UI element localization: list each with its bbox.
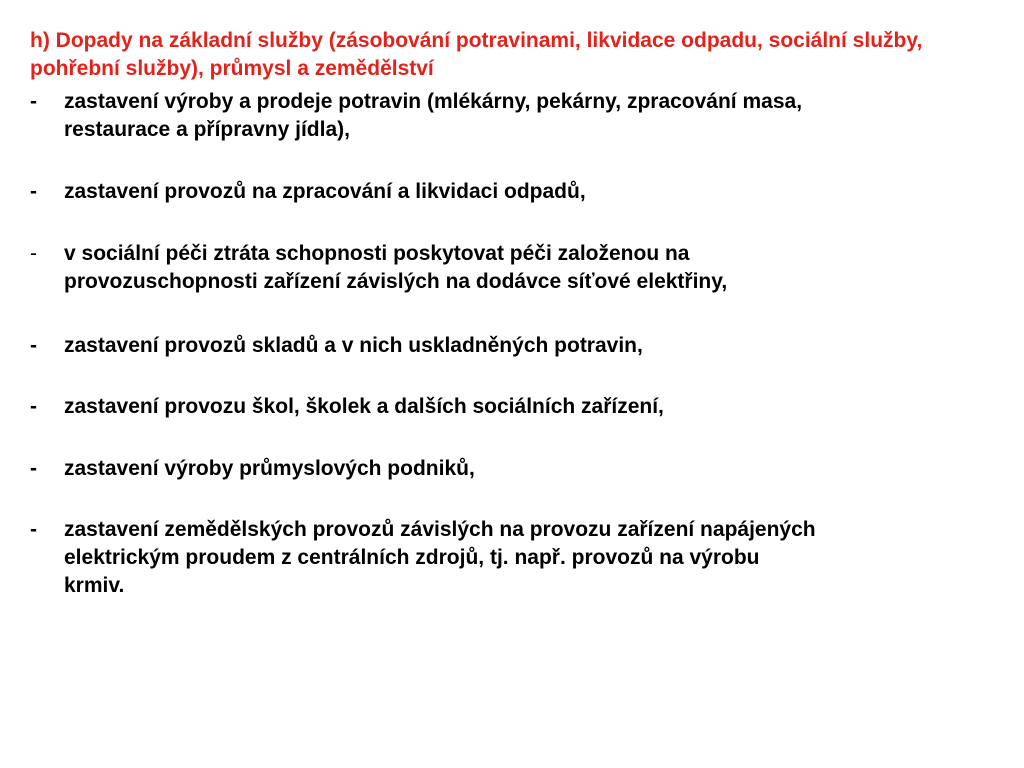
list-item-text: zastavení zemědělských provozů závislých na provozu zařízení napájených elektrickým proudem z centrálních zdrojů, tj. např. provozů na výrobu krmiv. bbox=[64, 518, 816, 597]
list-item-text: v sociální péči ztráta schopnosti poskytovat péči založenou na provozuschopnosti zařízení závislých na dodávce síťové elektřiny, bbox=[64, 242, 728, 293]
list-item bbox=[30, 393, 1005, 421]
list-item-text: zastavení provozů skladů a v nich uskladněných potravin, bbox=[64, 334, 643, 357]
list-item bbox=[30, 332, 1005, 360]
list-item-text: zastavení provozu škol, školek a dalších sociálních zařízení, bbox=[64, 395, 664, 418]
bullet-dash: - bbox=[30, 90, 37, 113]
list-item-text: zastavení výroby průmyslových podniků, bbox=[64, 457, 475, 480]
list-item bbox=[30, 240, 1005, 296]
bullet-dash: - bbox=[30, 180, 37, 203]
bullet-dash: - bbox=[30, 457, 37, 480]
bullet-dash: - bbox=[30, 518, 37, 541]
slide-heading: h) Dopady na základní služby (zásobování potravinami, likvidace odpadu, sociální služby, pohřební služby), průmysl a zemědělství bbox=[30, 29, 923, 80]
bullet-dash: - bbox=[30, 242, 37, 265]
list-item bbox=[30, 516, 1005, 600]
bullet-dash: - bbox=[30, 334, 37, 357]
list-item bbox=[30, 178, 1005, 206]
list-item-text: zastavení výroby a prodeje potravin (mlékárny, pekárny, zpracování masa, restaurace a přípravny jídla), bbox=[64, 90, 803, 141]
bullet-dash: - bbox=[30, 395, 37, 418]
list-item bbox=[30, 88, 1005, 144]
list-item-text: zastavení provozů na zpracování a likvidaci odpadů, bbox=[64, 180, 586, 203]
list-item bbox=[30, 455, 1005, 483]
